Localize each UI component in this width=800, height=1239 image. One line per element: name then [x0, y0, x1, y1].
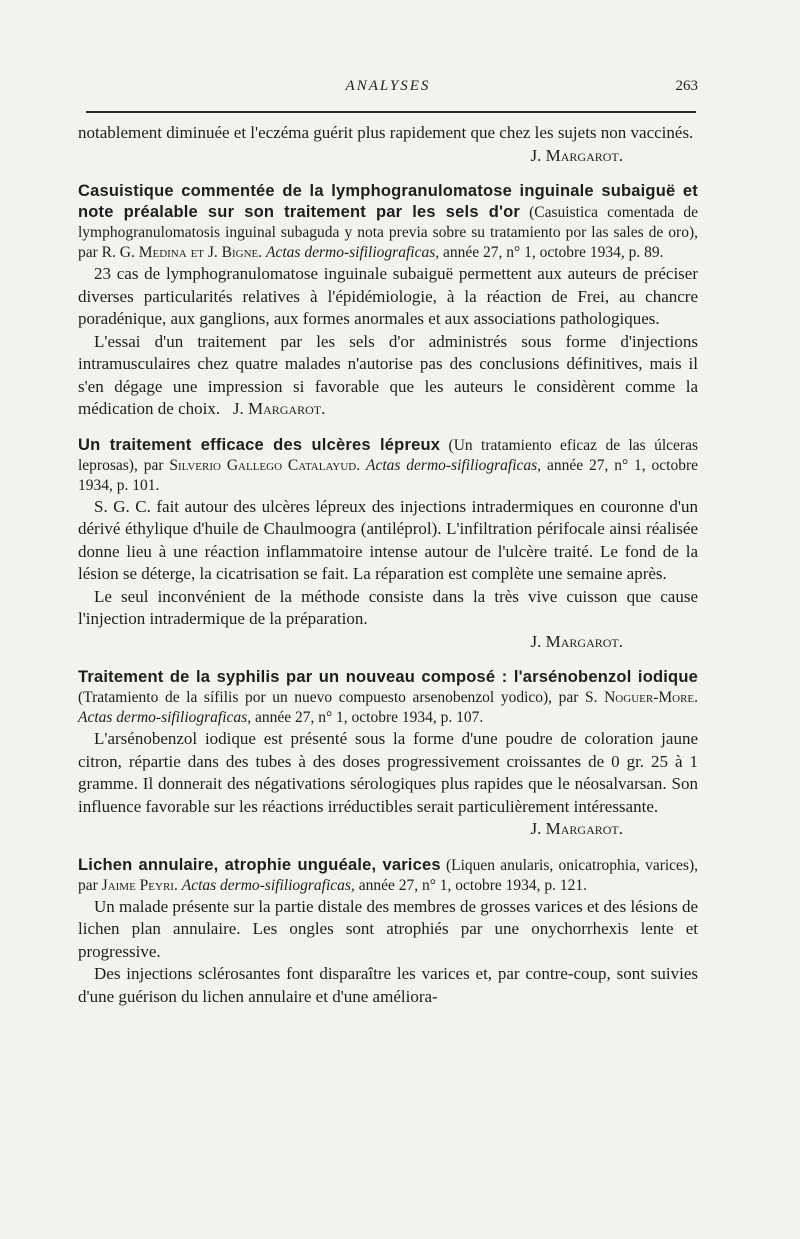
- entry-journal: Actas dermo-sifiliograficas,: [181, 876, 355, 894]
- review-entry: [78, 855, 698, 1009]
- entry-signature: J. Margarot.: [530, 631, 623, 651]
- review-entry: [78, 181, 698, 421]
- entry-authors: Jaime Peyri.: [101, 876, 178, 894]
- entry-title: Casuistique commentée de la lymphogranulomatose inguinale subaiguë et note préalable sur son traitement par les sels d'or: [78, 182, 698, 221]
- entry-original-title: (Liquen anularis, onicatrophia, varices),: [445, 856, 698, 874]
- running-title: ANALYSES: [345, 78, 431, 94]
- page-content: [78, 122, 698, 1008]
- entry-authors: S. Noguer-More.: [585, 689, 699, 706]
- entry-heading: Lichen annulaire, atrophie unguéale, varices (Liquen anularis, onicatrophia, varices), par Jaime Peyri. Actas dermo-sifiliograficas, année 27, n° 1, octobre 1934, p. 121.: [78, 855, 698, 894]
- running-head: [78, 78, 698, 100]
- entry-original-title: (Tratamiento de la sífilis por un nuevo compuesto arsenobenzol yodico),: [78, 689, 553, 706]
- entry-heading: Traitement de la syphilis par un nouveau composé : l'arsénobenzol iodique (Tratamiento de la sífilis por un nuevo compuesto arsenobenzol yodico), par S. Noguer-More. Actas dermo-sifiliograficas, année 27, n° 1, octobre 1934, p. 107.: [78, 668, 699, 726]
- entry-journal: Actas dermo-sifiliograficas,: [266, 244, 440, 261]
- entry-signature: J. Margarot.: [530, 819, 623, 838]
- entry-paragraph: 23 cas de lymphogranulomatose inguinale subaiguë permettent aux auteurs de préciser diverses particularités relatives à l'épidémiologie, à la réaction de Frei, au chancre poradénique, aux ganglions, aux formes anormales et aux associations pathologiques.: [78, 264, 698, 328]
- entry-paragraph: L'essai d'un traitement par les sels d'or administrés sous forme d'injections intramusculaires chez quatre malades n'autorise pas des conclusions définitives, mais il s'en dégage une impression si favorable que les auteurs le considèrent comme la médication de choix. J. Margarot.: [78, 331, 698, 418]
- review-entry: [78, 667, 698, 841]
- entry-heading: Casuistique commentée de la lymphogranulomatose inguinale subaiguë et note préalable sur son traitement par les sels d'or (Casuistica comentada de lymphogranulomatosis inguinal subaguda y nota previa sobre su tratamiento por las sales de oro), par R. G. Medina et J. Bigne. Actas dermo-sifiliograficas, année 27, n° 1, octobre 1934, p. 89.: [78, 182, 698, 261]
- entry-paragraph: Des injections sclérosantes font disparaître les varices et, par contre-coup, sont suivies d'une guérison du lichen annulaire et d'une améliora-: [78, 964, 698, 1006]
- entry-original-title: (Casuistica comentada de lymphogranulomatosis inguinal subaguda y nota previa sobre su tratamiento por las sales de oro),: [78, 204, 698, 241]
- entry-citation: année 27, n° 1, octobre 1934, p. 121.: [358, 876, 588, 894]
- header-rule: [86, 111, 696, 113]
- entry-paragraph: L'arsénobenzol iodique est présenté sous la forme d'une poudre de coloration jaune citron, répartie dans des tubes à des doses progressivement croissantes de 0 gr. 25 à 1 gramme. Il donnerait des négativations sérologiques plus rapides que le néosalvarsan. Son influence favorable sur les réactions irréductibles serait particulièrement intéressante.: [78, 729, 698, 816]
- entry-paragraph: Un malade présente sur la partie distale des membres de grosses varices et des lésions de lichen plan annulaire. Les ongles sont atrophiés par une onychorrhexis lente et progressive.: [78, 896, 698, 961]
- entry-authors: R. G. Medina et J. Bigne.: [101, 244, 263, 261]
- entry-title: Traitement de la syphilis par un nouveau composé : l'arsénobenzol iodique: [78, 668, 698, 686]
- entry-citation: année 27, n° 1, octobre 1934, p. 107.: [254, 709, 484, 726]
- page-number: 263: [675, 78, 698, 94]
- entry-citation: année 27, n° 1, octobre 1934, p. 101.: [78, 456, 698, 494]
- entry-journal: Actas dermo-sifiliograficas,: [78, 709, 252, 726]
- entry-citation: année 27, n° 1, octobre 1934, p. 89.: [442, 244, 664, 261]
- entry-paragraph: S. G. C. fait autour des ulcères lépreux des injections intradermiques en couronne d'un dérivé éthylique d'huile de Chaulmoogra (antiléprol). L'infiltration périfocale ainsi réalisée donne lieu à une réaction inflammatoire intense autour de l'ulcère traité. Le fond de la lésion se déterge, la cicatrisation se fait. La réparation est complète une semaine après.: [78, 496, 698, 583]
- entry-title: Un traitement efficace des ulcères lépreux: [78, 435, 441, 454]
- entry-signature: J. Margarot.: [232, 399, 326, 418]
- entry-title: Lichen annulaire, atrophie unguéale, varices: [78, 855, 441, 874]
- intro-paragraph: notablement diminuée et l'eczéma guérit plus rapidement que chez les sujets non vaccinés. J. Margarot.: [78, 122, 698, 145]
- entry-paragraph: Le seul inconvénient de la méthode consiste dans la très vive cuisson que cause l'injection intradermique de la préparation.: [78, 586, 698, 628]
- entry-journal: Actas dermo-sifiliograficas,: [365, 456, 542, 474]
- intro-signature: J. Margarot.: [530, 145, 623, 165]
- entry-authors: Silverio Gallego Catalayud.: [169, 456, 361, 474]
- review-entry: [78, 435, 698, 654]
- entry-heading: Un traitement efficace des ulcères lépreux (Un tratamiento eficaz de las úlceras leprosas), par Silverio Gallego Catalayud. Actas dermo-sifiliograficas, année 27, n° 1, octobre 1934, p. 101.: [78, 435, 698, 494]
- entry-original-title: (Un tratamiento eficaz de las úlceras leprosas),: [78, 436, 698, 474]
